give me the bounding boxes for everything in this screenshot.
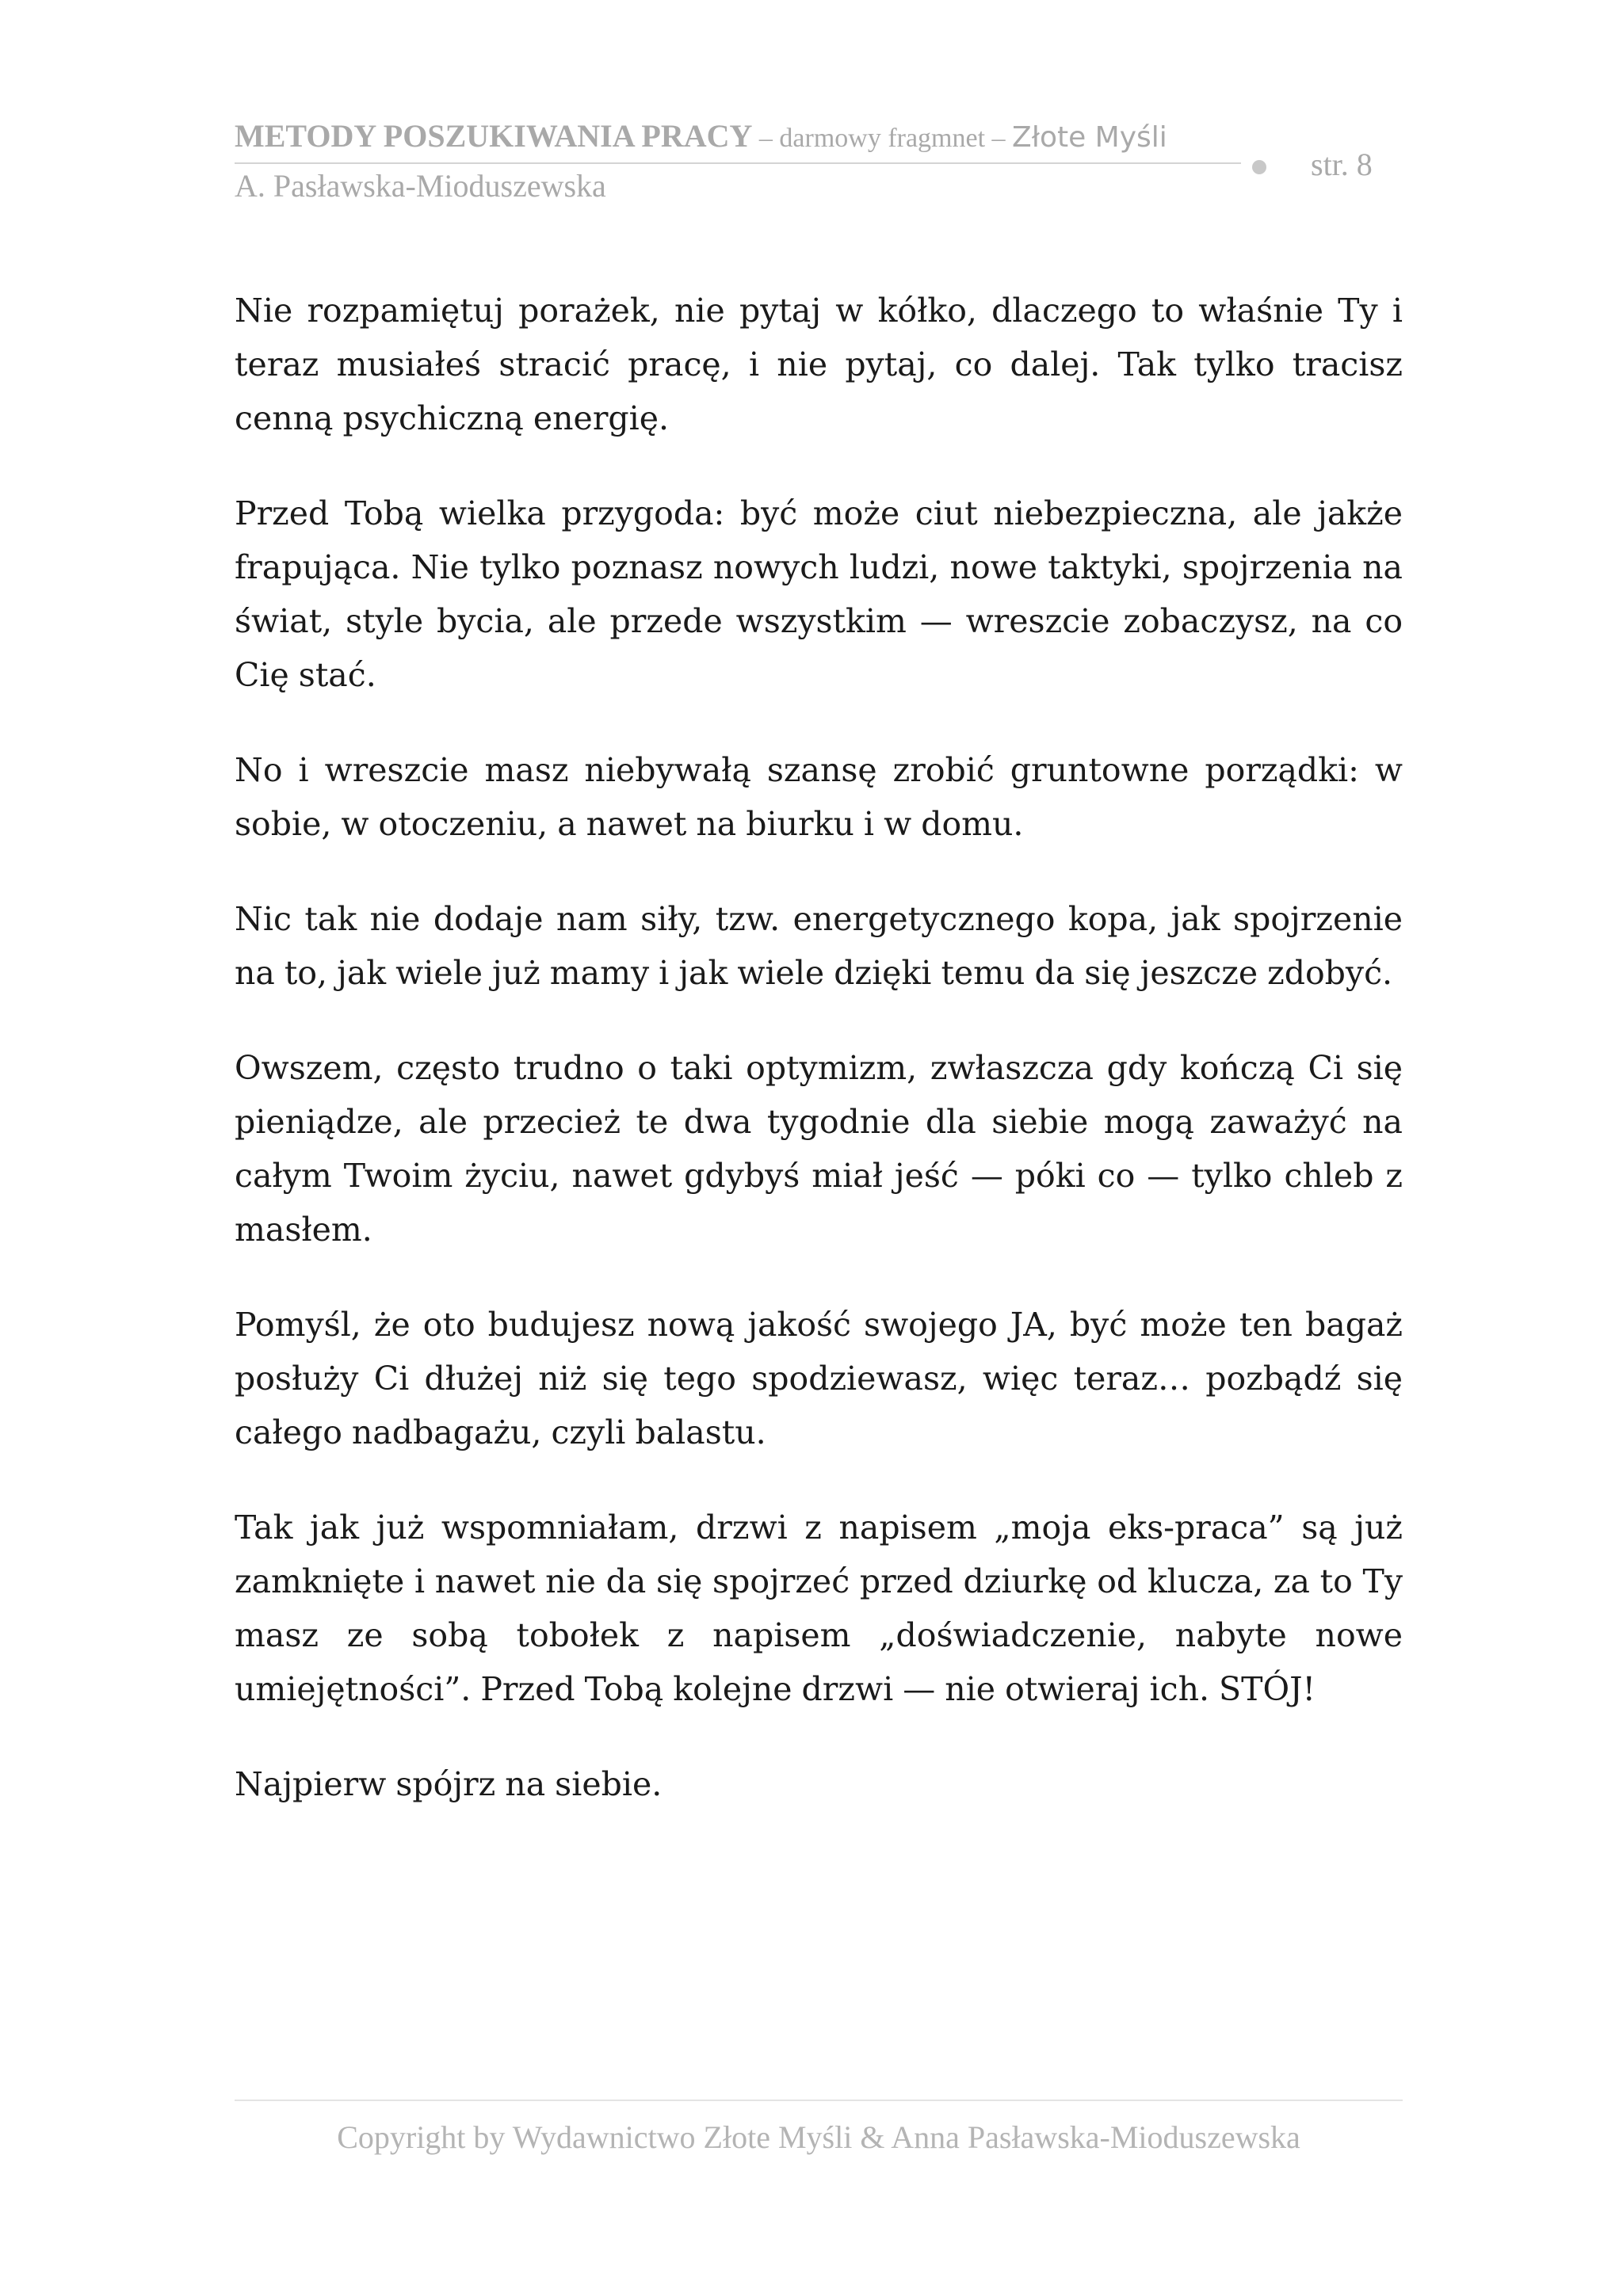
bullet-dot-icon	[1252, 160, 1266, 174]
body-text	[235, 284, 1403, 1852]
footer-divider	[235, 2100, 1403, 2101]
header-title-line	[235, 113, 1167, 162]
paragraph: Owszem, często trudno o taki optymizm, zwłaszcza gdy kończą Ci się pieniądze, ale przecież te dwa tygodnie dla siebie mogą zaważyć na całym Twoim życiu, nawet gdybyś miał jeść — póki co — tylko chleb z masłem.	[235, 1049, 1403, 1249]
paragraph: Pomyśl, że oto budujesz nową jakość swojego JA, być może ten bagaż posłuży Ci dłużej niż się tego spodziewasz, więc teraz… pozbądź się całego nadbagażu, czyli balastu.	[235, 1306, 1403, 1451]
footer-copyright: Copyright by Wydawnictwo Złote Myśli & Anna Pasławska-Mioduszewska	[337, 2119, 1300, 2155]
author-name: A. Pasławska-Mioduszewska	[235, 168, 606, 204]
paragraph: Przed Tobą wielka przygoda: być może ciut niebezpieczna, ale jakże frapująca. Nie tylko poznasz nowych ludzi, nowe taktyki, spojrzenia na świat, style bycia, ale przede wszystkim — wreszcie zobaczysz, na co Cię stać.	[235, 494, 1403, 694]
paragraph: Najpierw spójrz na siebie.	[235, 1765, 663, 1803]
paragraph: No i wreszcie masz niebywałą szansę zrobić gruntowne porządki: w sobie, w otoczeniu, a nawet na biurku i w domu.	[235, 751, 1403, 843]
page-header	[235, 113, 1392, 208]
page-number: str. 8	[1311, 147, 1373, 182]
paragraph: Tak jak już wspomniałam, drzwi z napisem „moja eks-praca” są już zamknięte i nawet nie da się spojrzeć przed dziurkę od klucza, za to Ty masz ze sobą tobołek z napisem „doświadczenie, nabyte nowe umiejętności”. Przed Tobą kolejne drzwi — nie otwieraj ich. STÓJ!	[235, 1508, 1403, 1708]
header-separator: –	[752, 124, 780, 153]
paragraph: Nie rozpamiętuj porażek, nie pytaj w kółko, dlaczego to właśnie Ty i teraz musiałeś stracić pracę, i nie pytaj, co dalej. Tak tylko tracisz cenną psychiczną energię.	[235, 292, 1403, 437]
publisher-name: Złote Myśli	[1012, 121, 1167, 154]
book-title: METODY POSZUKIWANIA PRACY	[235, 118, 753, 154]
header-separator: –	[985, 124, 1013, 153]
fragment-label: darmowy fragmnet	[779, 124, 986, 153]
paragraph: Nic tak nie dodaje nam siły, tzw. energetycznego kopa, jak spojrzenie na to, jak wiele już mamy i jak wiele dzięki temu da się jeszcze zdobyć.	[235, 900, 1403, 992]
